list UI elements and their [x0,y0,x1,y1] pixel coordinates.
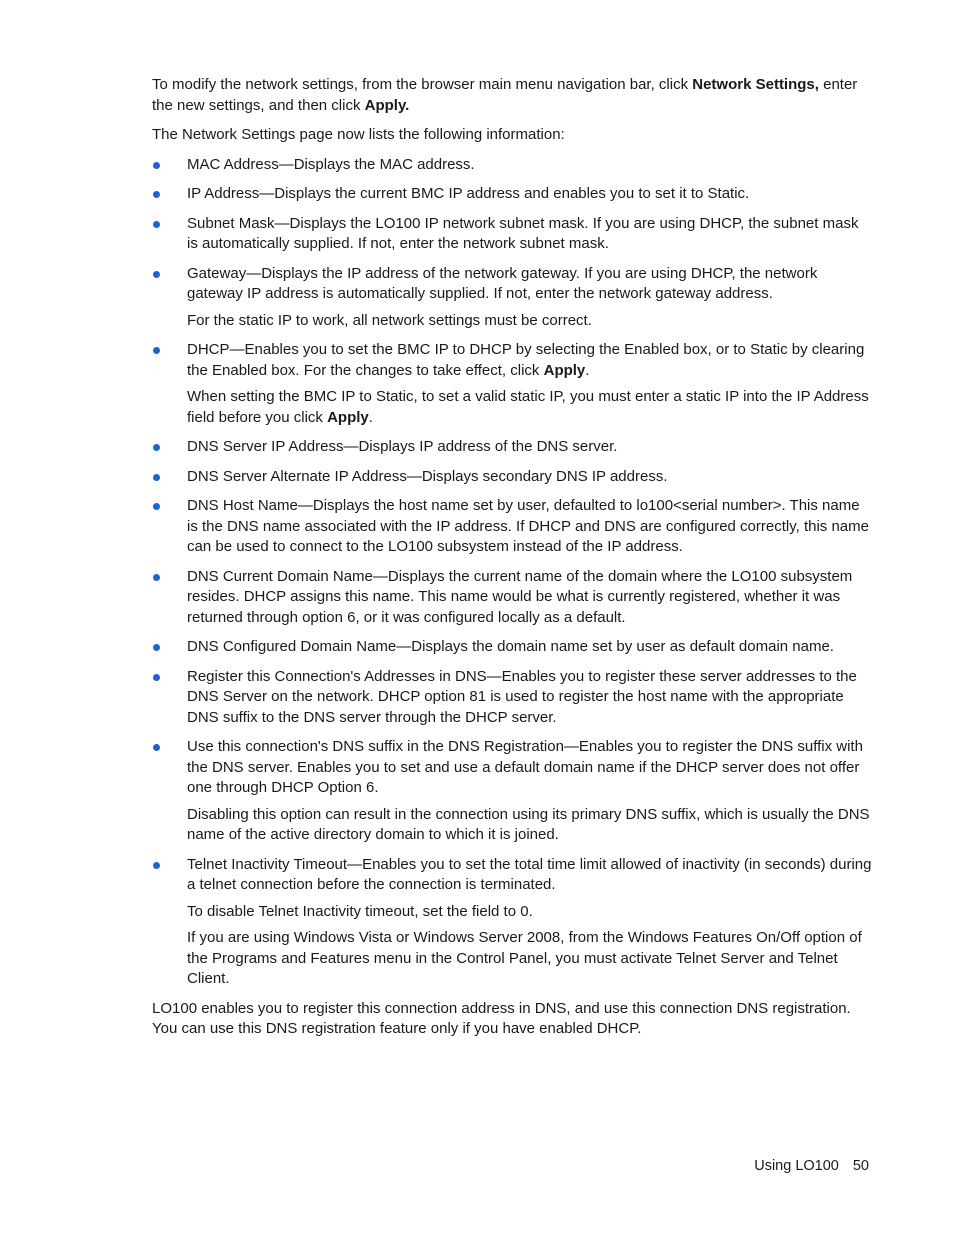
intro-text-cont: enter the new settings, and then click [152,76,858,114]
list-item-dns-current [152,567,872,629]
list-item-telnet [152,855,872,990]
list-item-dns-ip [152,437,872,458]
item-text: DNS Configured Domain Name—Displays the domain name set by user as default domain name. [187,638,834,655]
list-item-mac [152,155,872,176]
network-settings-term: Network Settings, [692,76,819,93]
bullet-icon [153,474,160,481]
bullet-icon [153,644,160,651]
item-text: DNS Current Domain Name—Displays the current name of the domain where the LO100 subsystem resides. DHCP assigns this name. This name would be what is currently registered, whether it was returned through option 6, or it was configured locally as a default. [187,567,853,626]
bullet-icon [153,271,160,278]
telnet-note-2: If you are using Windows Vista or Windows Server 2008, from the Windows Features On/Off option of the Programs and Features menu in the Control Panel, you must activate Telnet Server and Telnet Client. [187,929,862,987]
item-text: DHCP—Enables you to set the BMC IP to DHCP by selecting the Enabled box, or to Static by clearing the Enabled box. For the changes to take effect, click [187,341,865,379]
list-intro: The Network Settings page now lists the following information: [152,126,565,143]
bullet-icon [153,191,160,198]
intro-text: To modify the network settings, from the browser main menu navigation bar, click [152,76,693,93]
note-text-end: . [368,408,373,426]
item-text: Use this connection's DNS suffix in the DNS Registration—Enables you to register the DNS suffix with the DNS server. Enables you to set and use a default domain name if the DHCP server does not offer one through DHCP Option 6. [187,738,863,796]
bullet-icon [153,674,160,681]
item-text: MAC Address—Displays the MAC address. [187,155,475,173]
item-text: DNS Server Alternate IP Address—Displays secondary DNS IP address. [187,467,668,485]
page-number: 50 [852,1158,869,1174]
closing-paragraph: LO100 enables you to register this connection address in DNS, and use this connection DNS registration. You can use this DNS registration feature only if you have enabled DHCP. [152,999,851,1037]
note-text: When setting the BMC IP to Static, to set a valid static IP, you must enter a static IP into the IP Address field before you click [187,388,869,426]
page-footer [754,1158,869,1174]
item-text: Telnet Inactivity Timeout—Enables you to set the total time limit allowed of inactivity (in seconds) during a telnet connection before the connection is terminated. [187,855,872,893]
suffix-note: Disabling this option can result in the connection using its primary DNS suffix, which is usually the DNS name of the active directory domain to which it is joined. [187,805,870,843]
bullet-icon [153,347,160,354]
item-text: IP Address—Displays the current BMC IP address and enables you to set it to Static. [187,185,750,202]
list-item-subnet [152,214,872,255]
list-item-dns-configured [152,637,872,658]
bullet-icon [153,221,160,228]
settings-list [152,155,872,990]
bullet-icon [153,444,160,451]
list-item-dns-host [152,496,872,558]
list-item-ip [152,184,872,205]
item-text: DNS Server IP Address—Displays IP address of the DNS server. [187,438,618,455]
bullet-icon [153,162,160,169]
gateway-note: For the static IP to work, all network settings must be correct. [187,311,592,329]
page-content [152,75,872,1049]
item-text: Register this Connection's Addresses in DNS—Enables you to register these server addresses to the DNS Server on the network. DHCP option 81 is used to register the host name with the appropriate DNS suffix to the DNS server through the DHCP server. [187,667,857,726]
dhcp-note [187,387,872,428]
apply-term: Apply [543,361,586,379]
bullet-icon [153,574,160,581]
list-item-suffix [152,737,872,846]
footer-section: Using LO100 [754,1158,839,1174]
item-text: Gateway—Displays the IP address of the network gateway. If you are using DHCP, the network gateway IP address is automatically supplied. If not, enter the network gateway address. [187,264,818,302]
item-text-end: . [585,361,590,379]
list-item-dns-alt [152,467,872,488]
telnet-note-1: To disable Telnet Inactivity timeout, set the field to 0. [187,902,533,920]
intro-paragraph [152,75,872,116]
apply-term: Apply. [364,96,410,114]
apply-term: Apply [327,408,369,426]
bullet-icon [153,862,160,869]
item-text: Subnet Mask—Displays the LO100 IP network subnet mask. If you are using DHCP, the subnet mask is automatically supplied. If not, enter the network subnet mask. [187,214,859,252]
list-item-register [152,667,872,729]
bullet-icon [153,744,160,751]
list-item-gateway [152,264,872,332]
item-text: DNS Host Name—Displays the host name set by user, defaulted to lo100<serial number>. This name is the DNS name associated with the IP address. If DHCP and DNS are configured correctly, this name can be used to connect to the LO100 subsystem instead of the IP address. [187,497,869,555]
list-item-dhcp [152,340,872,428]
bullet-icon [153,503,160,510]
